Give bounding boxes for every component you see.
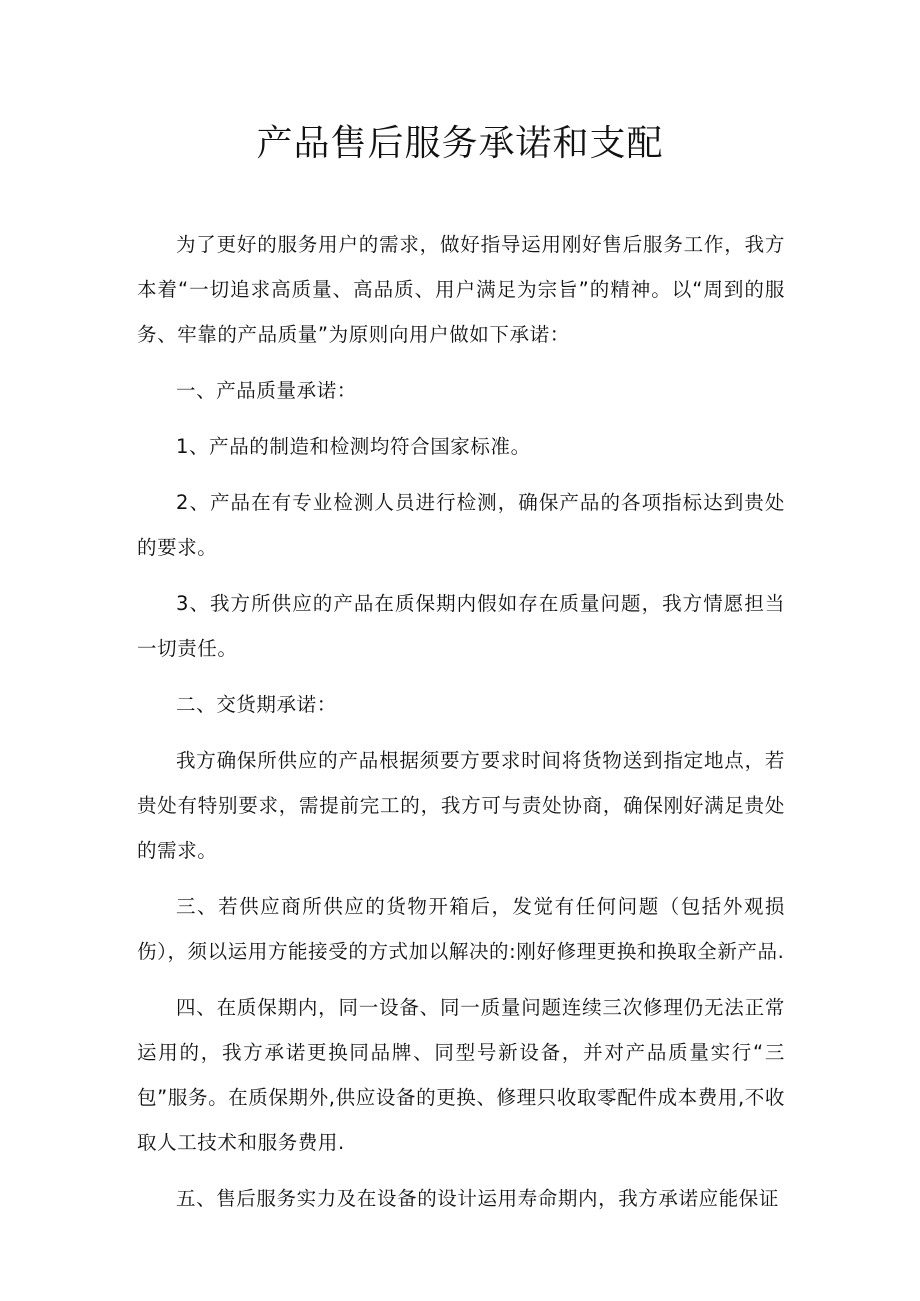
heading-delivery-commitment: 二、交货期承诺： — [176, 693, 337, 716]
paragraph-section-4: 四、在质保期内，同一设备、同一质量问题连续三次修理仍无法正常运用的，我方承诺更换同品牌、同型号新设备，并对产品质量实行“三包”服务。在质保期外,供应设备的更换、修理只收取零配件成本费用,不收取人工技术和服务费用. — [137, 996, 785, 1154]
document-title: 产品售后服务承诺和支配 — [256, 123, 664, 164]
heading-quality-commitment: 一、产品质量承诺： — [176, 379, 357, 402]
paragraph-section-5: 五、售后服务实力及在设备的设计运用寿命期内，我方承诺应能保证 — [176, 1187, 780, 1210]
paragraph-intro: 为了更好的服务用户的需求，做好指导运用刚好售后服务工作，我方本着“一切追求高质量、高品质、用户满足为宗旨”的精神。以“周到的服务、牢靠的产品质量”为原则向用户做如下承诺： — [137, 233, 785, 346]
paragraph-item-1: 1、产品的制造和检测均符合国家标准。 — [176, 435, 531, 458]
paragraph-section-3: 三、若供应商所供应的货物开箱后，发觉有任何问题（包括外观损伤），须以运用方能接受的方式加以解决的:刚好修理更换和换取全新产品. — [137, 895, 785, 963]
paragraph-item-3: 3、我方所供应的产品在质保期内假如存在质量问题，我方情愿担当一切责任。 — [137, 592, 785, 660]
paragraph-delivery: 我方确保所供应的产品根据须要方要求时间将货物送到指定地点，若贵处有特别要求，需提前完工的，我方可与责处协商，确保刚好满足贵处的需求。 — [137, 749, 785, 862]
paragraph-item-2: 2、产品在有专业检测人员进行检测，确保产品的各项指标达到贵处的要求。 — [137, 491, 785, 559]
document-body — [137, 222, 785, 1232]
